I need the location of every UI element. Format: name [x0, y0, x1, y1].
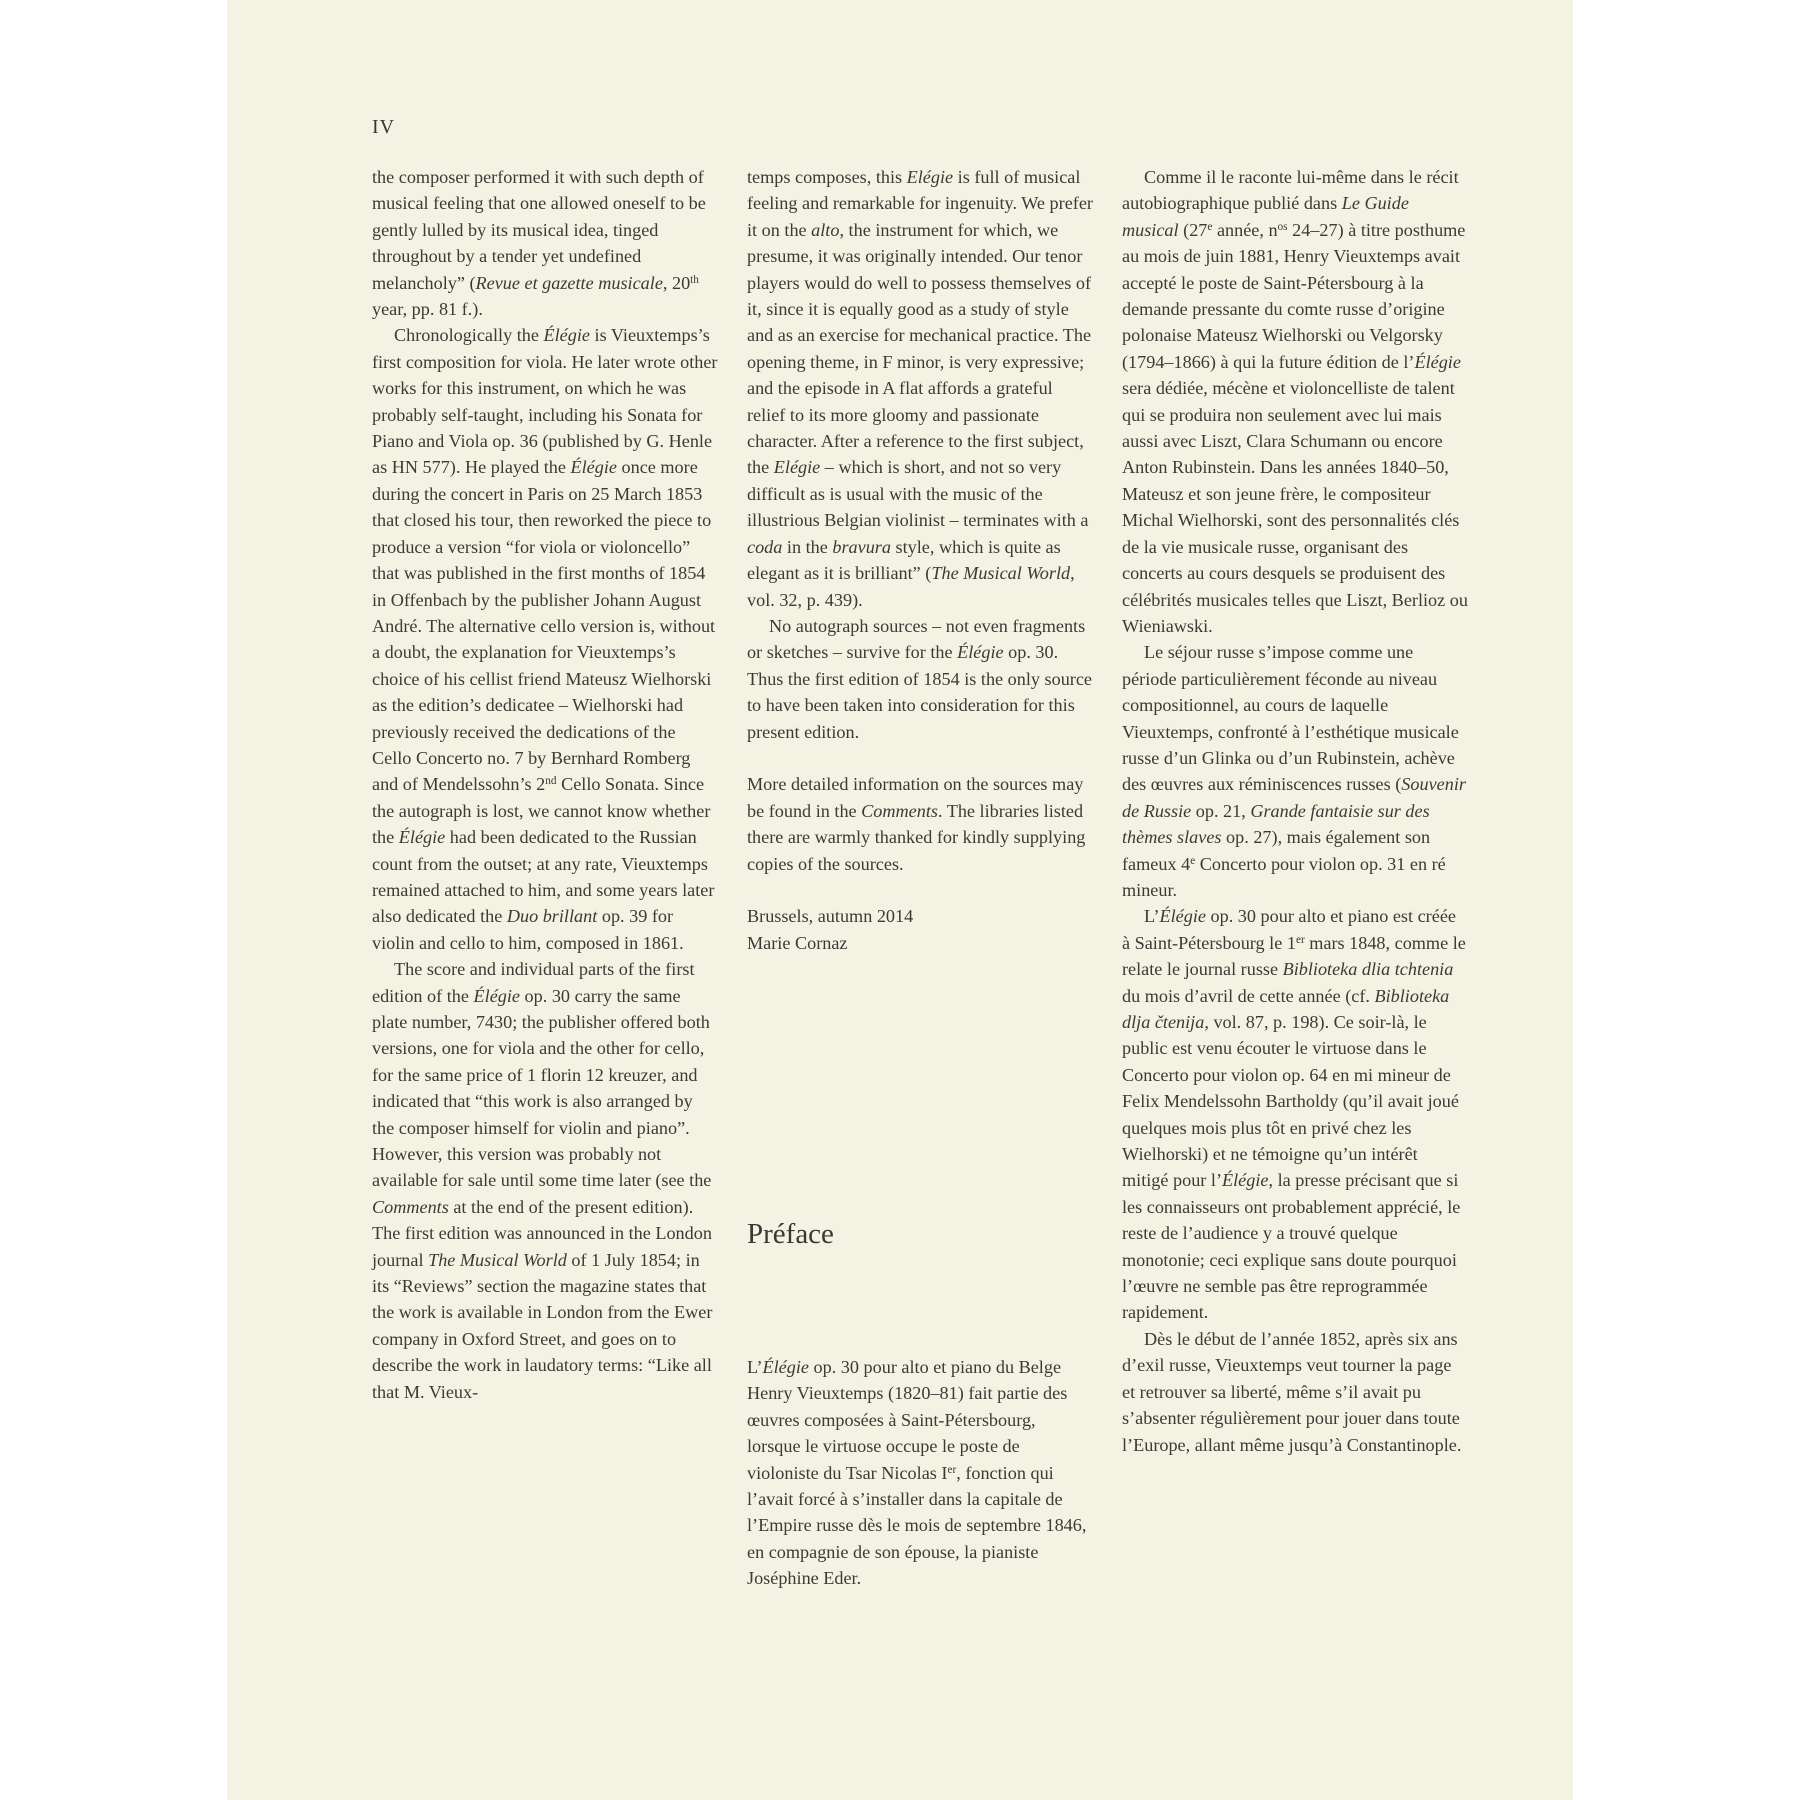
- text-run: sera dédiée, mécène et violoncelliste de talent qui se produira non seulement avec lui mais aussi avec Liszt, Clara Schumann ou encore Anton Rubinstein. Dans les années 1840–50, Mateusz et son jeune frère, le compositeur Michal Wielhorski, sont des personnalités clés de la vie musicale russe, organisant des concerts au cours desquels se produisent des célébrités musicales telles que Liszt, Berlioz ou Wieniawski.: [1122, 378, 1468, 636]
- text-run: Comme il le raconte lui-même dans le récit autobiographique publié dans: [1122, 167, 1459, 214]
- text-run: L’: [747, 1357, 763, 1377]
- italic-word: alto: [811, 219, 840, 240]
- text-run: at the end of the present edition). The first edition was announced in the London journal: [372, 1196, 712, 1270]
- text-run: Cello Sonata. Since the autograph is lost, we cannot know whether the: [372, 774, 711, 848]
- text-run: , 20: [662, 272, 691, 293]
- text-run: Chronologically the: [394, 325, 544, 346]
- text-run: style, which is quite as elegant as it is brilliant” (: [747, 536, 1061, 584]
- text-run: temps composes, this: [747, 167, 907, 187]
- italic-title: Souvenir de Russie: [1122, 774, 1466, 821]
- italic-title: Grande fantaisie sur des thèmes slaves: [1122, 800, 1430, 848]
- text-run: year, pp. 81 f.).: [372, 299, 483, 320]
- italic-title: The Musical World: [931, 563, 1071, 584]
- superscript: th: [690, 273, 699, 286]
- paragraph: [1122, 639, 1468, 903]
- paragraph: [372, 956, 718, 1405]
- text-run: mars 1848, comme le relate le journal russe: [1122, 932, 1466, 980]
- superscript: er: [947, 1463, 957, 1476]
- text-run: op. 30 carry the same plate number, 7430; the publisher offered both versions, one for viola and the other for cello, for the same price of 1 florin 12 kreuzer, and indicated that “this work is also arranged by the composer himself for violin and piano”. However, this version was probably not available for sale until some time later (see the: [372, 985, 712, 1191]
- text-run: (27: [1178, 219, 1208, 240]
- superscript: os: [1277, 220, 1288, 233]
- italic-word: bravura: [832, 536, 891, 557]
- italic-title: Elégie: [906, 167, 954, 187]
- paragraph: [747, 1354, 1093, 1592]
- text-run: Dès le début de l’année 1852, après six ans d’exil russe, Vieuxtemps veut tourner la page et retrouver sa liberté, même s’il avait pu s’absenter régulièrement pour jouer dans toute l’Europe, allant même jusqu’à Constantinople.: [1122, 1328, 1462, 1455]
- text-run: once more during the concert in Paris on 25 March 1853 that closed his tour, then reworked the piece to produce a version “for viola or violoncello” that was published in the first months of 1854 in Offenbach by the publisher Johann August André. The alternative cello version is, without a doubt, the explanation for Vieuxtemps’s choice of his cellist friend Mateusz Wielhorski as the edition’s dedicatee – Wielhorski had previously received the dedications of the Cello Concerto no. 7 by Bernhard Romberg and of Mendelssohn’s 2: [372, 457, 716, 795]
- text-run: année, n: [1212, 219, 1278, 240]
- text-run: , la presse précisant que si les connaisseurs ont probablement apprécié, le reste de l’audience y a trouvé quelque monotonie; ceci explique sans doute pourquoi l’œuvre ne semble pas être reprogrammée rapidement.: [1122, 1170, 1461, 1323]
- text-run: L’: [1144, 906, 1160, 927]
- text-run: du mois d’avril de cette année (cf.: [1122, 985, 1375, 1006]
- italic-title: Élégie: [1222, 1170, 1269, 1191]
- text-run: the composer performed it with such depth of musical feeling that one allowed oneself to be gently lulled by its musical idea, tinged throughout by a tender yet undefined melancholy” (: [372, 167, 706, 293]
- italic-title: Biblioteka dlia tchtenia: [1282, 959, 1454, 980]
- paragraph: [747, 613, 1093, 745]
- text-run: had been dedicated to the Russian count from the outset; at any rate, Vieuxtemps remained attached to him, and some years later also dedicated the: [372, 827, 715, 927]
- text-run: , vol. 32, p. 439).: [747, 563, 1075, 610]
- text-run: More detailed information on the sources may be found in the: [747, 774, 1084, 821]
- paragraph: [1122, 903, 1468, 1326]
- text-run: , the instrument for which, we presume, it was originally intended. Our tenor players would do well to possess themselves of it, since it is equally good as a study of style and as an exercise for mechanical practice. The opening theme, in F minor, is very expressive; and the episode in A flat affords a grateful relief to its more gloomy and passionate character. After a reference to the first subject, the: [747, 219, 1092, 478]
- paragraph: [747, 771, 1093, 877]
- text-run: , vol. 87, p. 198). Ce soir-là, le public est venu écouter le virtuose dans le Concerto pour violon op. 64 en mi mineur de Felix Mendelssohn Bartholdy (qu’il avait joué quelques mois plus tôt en privé chez les Wielhorski) et ne témoigne qu’un intérêt mitigé pour l’: [1122, 1012, 1459, 1191]
- text-run: . The libraries listed there are warmly thanked for kindly supplying copies of the sources.: [747, 800, 1086, 874]
- page-number: IV: [372, 116, 396, 138]
- paragraph: [372, 322, 718, 956]
- text-run: Concerto pour violon op. 31 en ré mineur.: [1122, 853, 1446, 900]
- italic-title: Élégie: [1159, 906, 1206, 927]
- text-run: is Vieuxtemps’s first composition for viola. He later wrote other works for this instrument, on which he was probably self-taught, including his Sonata for Piano and Viola op. 36 (published by G. Henle as HN 577). He played the: [372, 325, 718, 478]
- italic-title: Élégie: [1414, 351, 1461, 372]
- text-run: op. 30 pour alto et piano est créée à Saint-Pétersbourg le 1: [1122, 906, 1456, 953]
- column-2-preface: [747, 1354, 1093, 1592]
- italic-title: Élégie: [473, 985, 520, 1006]
- text-run: op. 27), mais également son fameux 4: [1122, 827, 1431, 874]
- text-run: op. 30. Thus the first edition of 1854 is the only source to have been taken into consideration for this present edition.: [747, 642, 1093, 742]
- column-3: [1122, 164, 1468, 1458]
- superscript: er: [1295, 933, 1305, 946]
- text-run: – which is short, and not so very difficult as is usual with the music of the illustrious Belgian violinist – terminates with a: [747, 457, 1089, 531]
- superscript: e: [1190, 854, 1196, 867]
- italic-title: Elégie: [773, 457, 821, 478]
- italic-title: Élégie: [543, 325, 590, 346]
- column-1: [372, 164, 718, 1405]
- italic-word: coda: [747, 536, 783, 557]
- text-run: op. 30 pour alto et piano du Belge Henry Vieuxtemps (1820–81) fait partie des œuvres composées à Saint-Pétersbourg, lorsque le virtuose occupe le poste de violoniste du Tsar Nicolas I: [747, 1357, 1068, 1483]
- italic-title: Élégie: [570, 457, 617, 478]
- italic-title: Élégie: [957, 642, 1004, 663]
- text-run: is full of musical feeling and remarkable for ingenuity. We prefer it on the: [747, 167, 1093, 240]
- paragraph: [747, 164, 1093, 613]
- text-run: op. 21,: [1191, 800, 1251, 821]
- italic-title: Comments: [372, 1196, 449, 1217]
- italic-title: Revue et gazette musicale: [475, 272, 663, 293]
- italic-title: The Musical World: [428, 1249, 567, 1270]
- paragraph: [1122, 164, 1468, 639]
- italic-title: Élégie: [762, 1357, 809, 1377]
- text-run: op. 39 for violin and cello to him, composed in 1861.: [372, 906, 684, 953]
- signature-author: Marie Cornaz: [747, 932, 848, 953]
- text-run: The score and individual parts of the first edition of the: [372, 959, 695, 1006]
- superscript: nd: [545, 775, 557, 788]
- section-heading: Préface: [747, 1218, 834, 1250]
- text-run: , fonction qui l’avait forcé à s’installer dans la capitale de l’Empire russe dès le mois de septembre 1846, en compagnie de son épouse, la pianiste Joséphine Eder.: [747, 1462, 1087, 1589]
- signature-place-date: Brussels, autumn 2014: [747, 906, 914, 927]
- text-run: No autograph sources – not even fragments or sketches – survive for the: [747, 615, 1086, 663]
- italic-title: Duo brillant: [506, 906, 598, 927]
- text-run: of 1 July 1854; in its “Reviews” section the magazine states that the work is available in London from the Ewer company in Oxford Street, and goes on to describe the work in laudatory terms: “Like all that M. Vieux-: [372, 1249, 713, 1402]
- column-2: [747, 164, 1093, 956]
- italic-title: Le Guide musical: [1122, 193, 1409, 240]
- text-run: 24–27) à titre posthume au mois de juin 1881, Henry Vieuxtemps avait accepté le poste de Saint-Pétersbourg à la demande pressante du comte russe d’origine polonaise Mateusz Wielhorski ou Velgorsky (1794–1866) à qui la future édition de l’: [1122, 219, 1466, 372]
- superscript: e: [1207, 220, 1213, 233]
- paragraph: [1122, 1326, 1468, 1458]
- paragraph: [372, 164, 718, 322]
- text-run: in the: [782, 536, 833, 557]
- text-run: Le séjour russe s’impose comme une période particulièrement féconde au niveau compositionnel, au cours de laquelle Vieuxtemps, confronté à l’esthétique musicale russe d’un Glinka ou d’un Rubinstein, achève des œuvres aux réminiscences russes (: [1122, 642, 1459, 795]
- italic-title: Élégie: [398, 827, 446, 848]
- italic-title: Comments: [861, 800, 938, 821]
- italic-title: Biblioteka dlja čtenija: [1122, 985, 1450, 1032]
